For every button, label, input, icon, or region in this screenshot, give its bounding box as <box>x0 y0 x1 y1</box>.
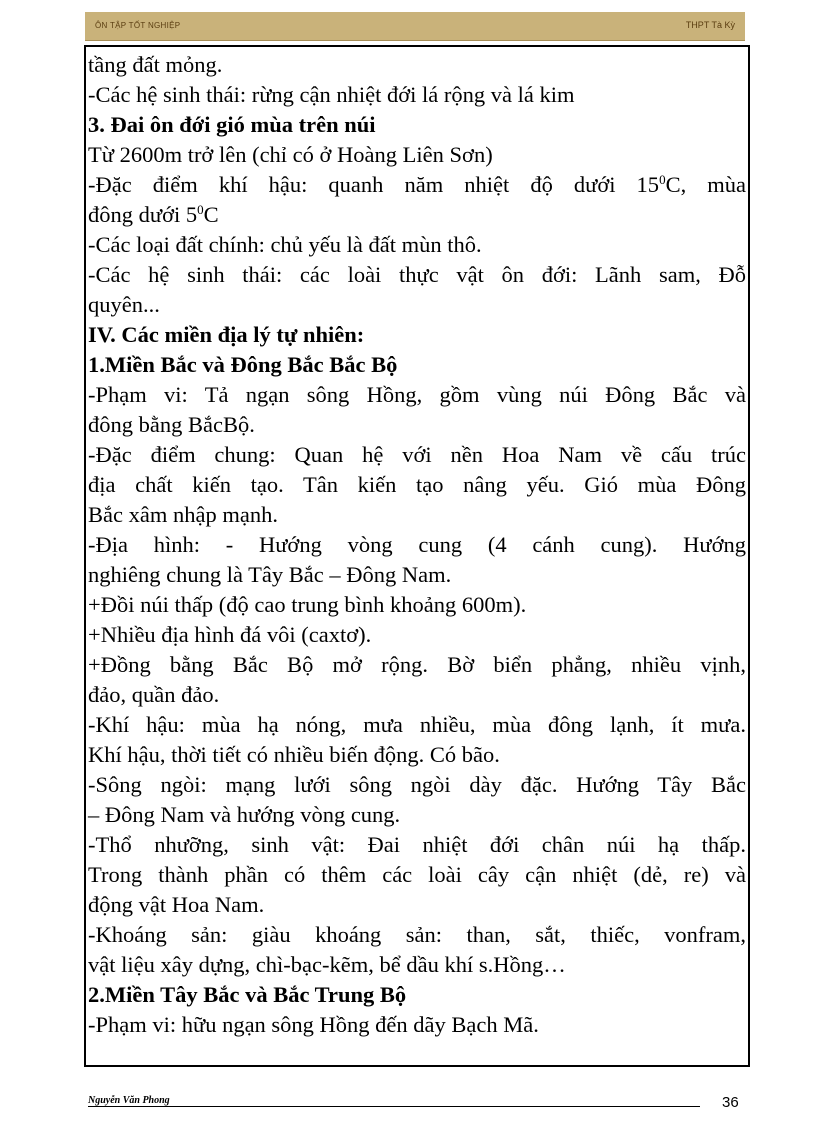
page-header <box>85 12 745 41</box>
text-line <box>88 170 746 200</box>
text-line: -Đặc điểm chung: Quan hệ với nền Hoa Nam về cấu trúc <box>88 442 746 467</box>
header-right-text: THPT Tà Kỳ <box>685 20 735 30</box>
text-segment: đông dưới 5 <box>88 202 198 227</box>
text-line: đông bằng BắcBộ. <box>88 412 255 437</box>
text-line: tầng đất mỏng. <box>88 52 223 77</box>
section-heading: 1.Miền Bắc và Đông Bắc Bắc Bộ <box>88 352 398 377</box>
text-line: động vật Hoa Nam. <box>88 892 265 917</box>
footer-signature: Nguyễn Văn Phong <box>88 1095 170 1106</box>
text-line: – Đông Nam và hướng vòng cung. <box>88 802 401 827</box>
superscript: 0 <box>197 202 204 217</box>
text-line: -Phạm vi: Tả ngạn sông Hồng, gồm vùng núi Đông Bắc và <box>88 382 746 407</box>
section-heading: IV. Các miền địa lý tự nhiên: <box>88 322 365 347</box>
page-number: 36 <box>722 1094 739 1111</box>
text-line <box>88 200 746 230</box>
section-heading: 3. Đai ôn đới gió mùa trên núi <box>88 112 376 137</box>
text-line: +Đồi núi thấp (độ cao trung bình khoảng 600m). <box>88 592 527 617</box>
text-segment: -Đặc điểm khí hậu: quanh năm nhiệt độ dưới 15 <box>88 172 660 197</box>
text-line: đảo, quần đảo. <box>88 682 220 707</box>
footer-divider <box>88 1106 700 1107</box>
document-body <box>88 50 746 1040</box>
text-line: Trong thành phần có thêm các loài cây cận nhiệt (dẻ, re) và <box>88 862 746 887</box>
text-line: -Các loại đất chính: chủ yếu là đất mùn thô. <box>88 232 482 257</box>
header-left-text: ÔN TẬP TỐT NGHIỆP <box>95 21 181 30</box>
text-line: -Địa hình: - Hướng vòng cung (4 cánh cung). Hướng <box>88 532 746 557</box>
text-line: -Sông ngòi: mạng lưới sông ngòi dày đặc. Hướng Tây Bắc <box>88 772 746 797</box>
text-line: -Các hệ sinh thái: các loài thực vật ôn đới: Lãnh sam, Đỗ <box>88 262 746 287</box>
text-line: +Nhiều địa hình đá vôi (caxtơ). <box>88 622 372 647</box>
text-line: Khí hậu, thời tiết có nhiều biến động. Có bão. <box>88 742 500 767</box>
superscript: 0 <box>659 172 666 187</box>
text-segment: C <box>203 202 219 227</box>
text-line: vật liệu xây dựng, chì-bạc-kẽm, bể dầu khí s.Hồng… <box>88 952 566 977</box>
text-line: Từ 2600m trở lên (chỉ có ở Hoàng Liên Sơn) <box>88 142 493 167</box>
text-segment: C, mùa <box>665 172 746 197</box>
text-line: -Khí hậu: mùa hạ nóng, mưa nhiều, mùa đông lạnh, ít mưa. <box>88 712 746 737</box>
text-line: Bắc xâm nhập mạnh. <box>88 502 278 527</box>
text-line: -Các hệ sinh thái: rừng cận nhiệt đới lá rộng và lá kim <box>88 82 575 107</box>
text-line: địa chất kiến tạo. Tân kiến tạo nâng yếu. Gió mùa Đông <box>88 472 746 497</box>
section-heading: 2.Miền Tây Bắc và Bắc Trung Bộ <box>88 982 407 1007</box>
text-line: -Phạm vi: hữu ngạn sông Hồng đến dãy Bạch Mã. <box>88 1012 539 1037</box>
text-line: -Khoáng sản: giàu khoáng sản: than, sắt, thiếc, vonfram, <box>88 922 746 947</box>
text-line: quyên... <box>88 292 160 317</box>
text-line: +Đồng bằng Bắc Bộ mở rộng. Bờ biển phẳng, nhiều vịnh, <box>88 652 746 677</box>
text-line: -Thổ nhưỡng, sinh vật: Đai nhiệt đới chân núi hạ thấp. <box>88 832 746 857</box>
text-line: nghiêng chung là Tây Bắc – Đông Nam. <box>88 562 452 587</box>
